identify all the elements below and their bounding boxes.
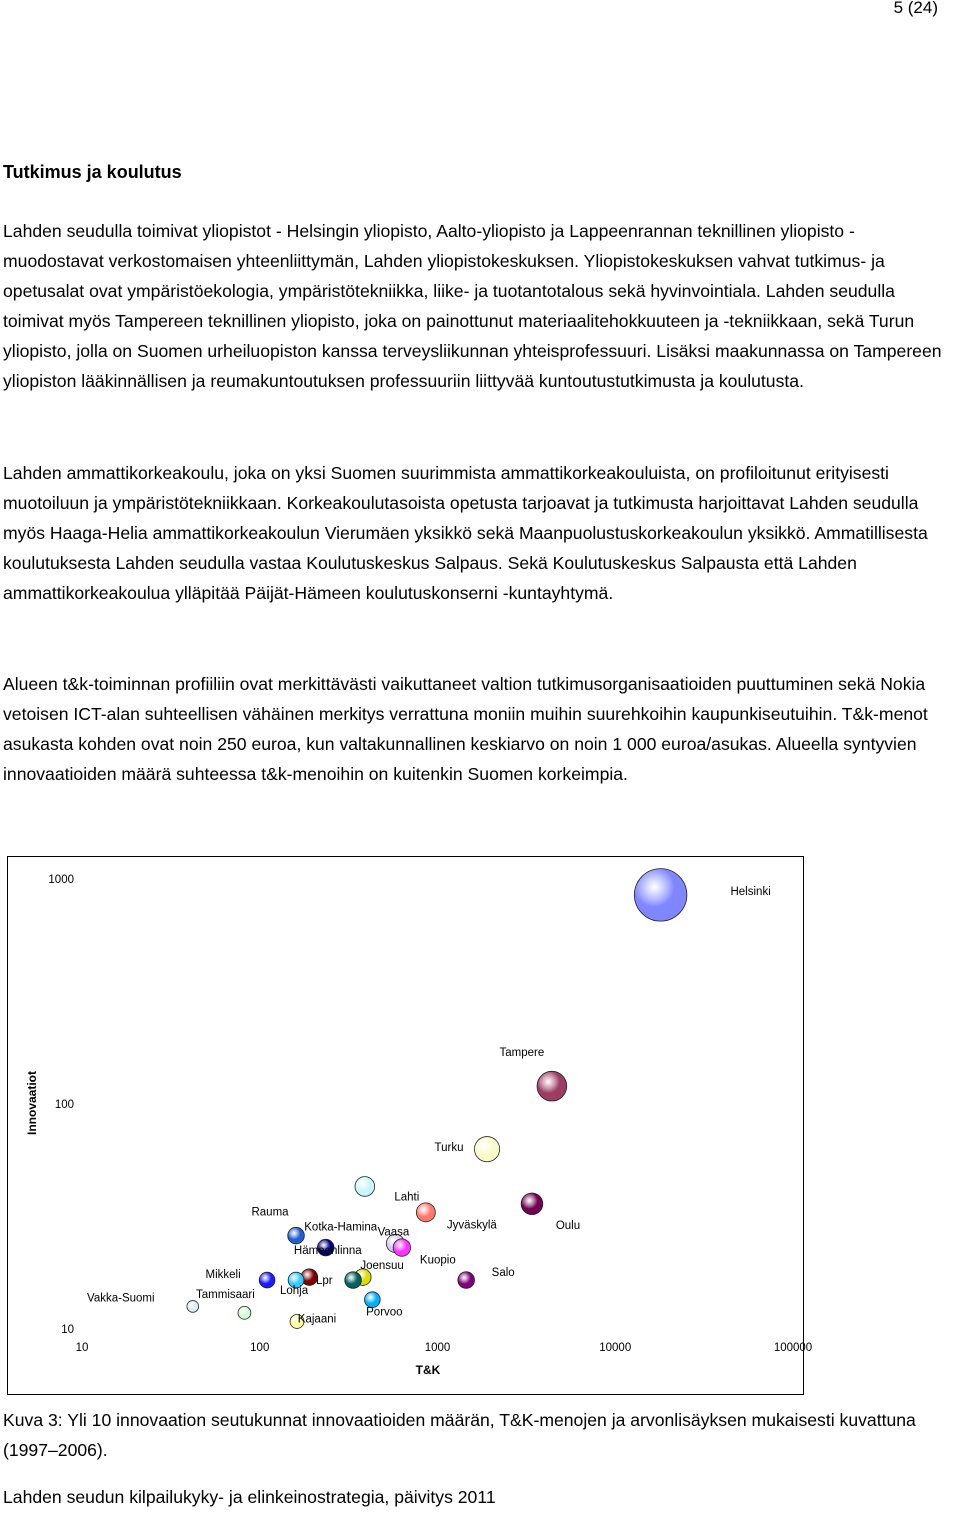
bubble-label-lahti: Lahti bbox=[394, 1191, 420, 1204]
figure-caption: Kuva 3: Yli 10 innovaation seutukunnat innovaatioiden määrän, T&K-menojen ja arvonlisäyksen mukaisesti kuvattuna (1997–2006). bbox=[3, 1410, 916, 1460]
bubble-label-oulu: Oulu bbox=[555, 1219, 581, 1232]
bubble-label-tampere: Tampere bbox=[499, 1047, 545, 1060]
bubble-lahti bbox=[355, 1177, 375, 1197]
x-tick-label: 10 bbox=[75, 1342, 89, 1354]
bubble-porvoo bbox=[364, 1292, 380, 1308]
bubble-label-vaasa: Vaasa bbox=[377, 1226, 410, 1239]
bubble-label-vakka-suomi: Vakka-Suomi bbox=[87, 1292, 155, 1305]
bubble-label-kuopio: Kuopio bbox=[419, 1254, 456, 1267]
bubble-label-rauma: Rauma bbox=[251, 1206, 289, 1219]
y-tick-label: 100 bbox=[54, 1099, 74, 1111]
bubble-label-porvoo: Porvoo bbox=[366, 1306, 403, 1319]
paragraph-universities: Lahden seudulla toimivat yliopistot - Helsingin yliopisto, Aalto-yliopisto ja Lappeenrannan teknillinen yliopisto - muodostavat verkostomaisen yhteenliittymän, Lahden yliopistokeskuksen. Yliopistokeskuksen vahvat tutkimus- ja opetusalat ovat ympäristöekologia, ympäristötekniikka, liike- ja tuotantotalous sekä hyvinvointiala. Lahden seudulla toimivat myös Tampereen teknillinen yliopisto, joka on painottunut materiaalitehokkuuteen ja -tekniikkaan, sekä Turun yliopisto, jolla on Suomen urheiluopiston kanssa terveysliikunnan yhteisprofessuuri. Lisäksi maakunnassa on Tampereen yliopiston lääkinnällisen ja reumakuntoutuksen professuuriin liittyvää kuntoutustutkimusta ja koulutusta. bbox=[3, 221, 942, 391]
bubble-label-salo: Salo bbox=[491, 1267, 515, 1280]
bubble-mikkeli bbox=[259, 1272, 275, 1288]
bubble-oulu bbox=[521, 1193, 543, 1215]
bubble-chart bbox=[7, 856, 813, 1395]
bubble-label-kotka-hamina: Kotka-Hamina bbox=[304, 1221, 378, 1234]
bubble-label-helsinki: Helsinki bbox=[730, 885, 771, 898]
y-tick-label: 10 bbox=[61, 1324, 74, 1336]
bubble-label-joensuu: Joensuu bbox=[360, 1260, 404, 1273]
paragraph-rd-profile: Alueen t&k-toiminnan profiiliin ovat merkittävästi vaikuttaneet valtion tutkimusorganisaatioiden puuttuminen sekä Nokia vetoisen ICT-alan suhteellisen vähäinen merkitys verrattuna moniin muihin suurehkoihin kaupunkiseutuihin. T&k-menot asukasta kohden ovat noin 250 euroa, kun valtakunnallinen keskiarvo on noin 1 000 euroa/asukas. Alueella syntyvien innovaatioiden määrä suhteessa t&k-menoihin on kuitenkin Suomen korkeimpia. bbox=[3, 674, 928, 784]
x-tick-label: 100000 bbox=[773, 1342, 813, 1354]
bubble-label-lpr: Lpr bbox=[315, 1275, 333, 1288]
x-axis-ticks bbox=[76, 1342, 813, 1354]
bubble-salo bbox=[458, 1272, 475, 1289]
bubble-label-tammisaari: Tammisaari bbox=[196, 1288, 255, 1301]
bubble-label-turku: Turku bbox=[434, 1142, 464, 1155]
bubble-joensuu bbox=[345, 1272, 362, 1289]
bubble-tampere bbox=[537, 1071, 567, 1101]
x-tick-label: 10000 bbox=[599, 1342, 632, 1354]
bubble-helsinki bbox=[634, 869, 686, 921]
bubble-label-lohja: Lohja bbox=[279, 1285, 309, 1298]
bubble-kuopio bbox=[393, 1239, 410, 1256]
bubble-vakka-suomi bbox=[187, 1301, 199, 1313]
section-heading: Tutkimus ja koulutus bbox=[3, 162, 182, 182]
bubble-rauma bbox=[288, 1227, 305, 1244]
bubble-tammisaari bbox=[238, 1306, 251, 1319]
y-axis-label: Innovaatiot bbox=[25, 1070, 39, 1136]
x-axis-label: T&K bbox=[415, 1363, 441, 1377]
page-number: 5 (24) bbox=[893, 0, 938, 17]
x-tick-label: 1000 bbox=[424, 1342, 451, 1354]
bubble-label-jyvaskyla: Jyväskylä bbox=[446, 1219, 497, 1232]
bubble-label-kajaani: Kajaani bbox=[297, 1313, 337, 1326]
bubble-chart-svg bbox=[8, 857, 813, 1393]
x-tick-label: 100 bbox=[250, 1342, 270, 1354]
bubble-jyvaskyla bbox=[416, 1203, 435, 1222]
y-axis-ticks bbox=[48, 874, 74, 1336]
bubble-label-layer bbox=[87, 886, 771, 1326]
bubble-turku bbox=[474, 1137, 499, 1162]
page-footer: Lahden seudun kilpailukyky- ja elinkeinostrategia, päivitys 2011 bbox=[3, 1487, 496, 1507]
bubble-label-hameenlinna: Hämeenlinna bbox=[293, 1245, 362, 1258]
paragraph-polytechnics: Lahden ammattikorkeakoulu, joka on yksi Suomen suurimmista ammattikorkeakouluista, on profiloitunut erityisesti muotoiluun ja ympäristötekniikkaan. Korkeakoulutasoista opetusta tarjoavat ja tutkimusta harjoittavat Lahden seudulla myös Haaga-Helia ammattikorkeakoulun Vierumäen yksikkö sekä Maanpuolustuskorkeakoulun yksikkö. Ammatillisesta koulutuksesta Lahden seudulla vastaa Koulutuskeskus Salpaus. Sekä Koulutuskeskus Salpausta että Lahden ammattikorkeakoulua ylläpitää Päijät-Hämeen koulutuskonserni -kuntayhtymä. bbox=[3, 463, 928, 603]
bubble-label-mikkeli: Mikkeli bbox=[205, 1269, 241, 1282]
y-tick-label: 1000 bbox=[48, 874, 74, 886]
